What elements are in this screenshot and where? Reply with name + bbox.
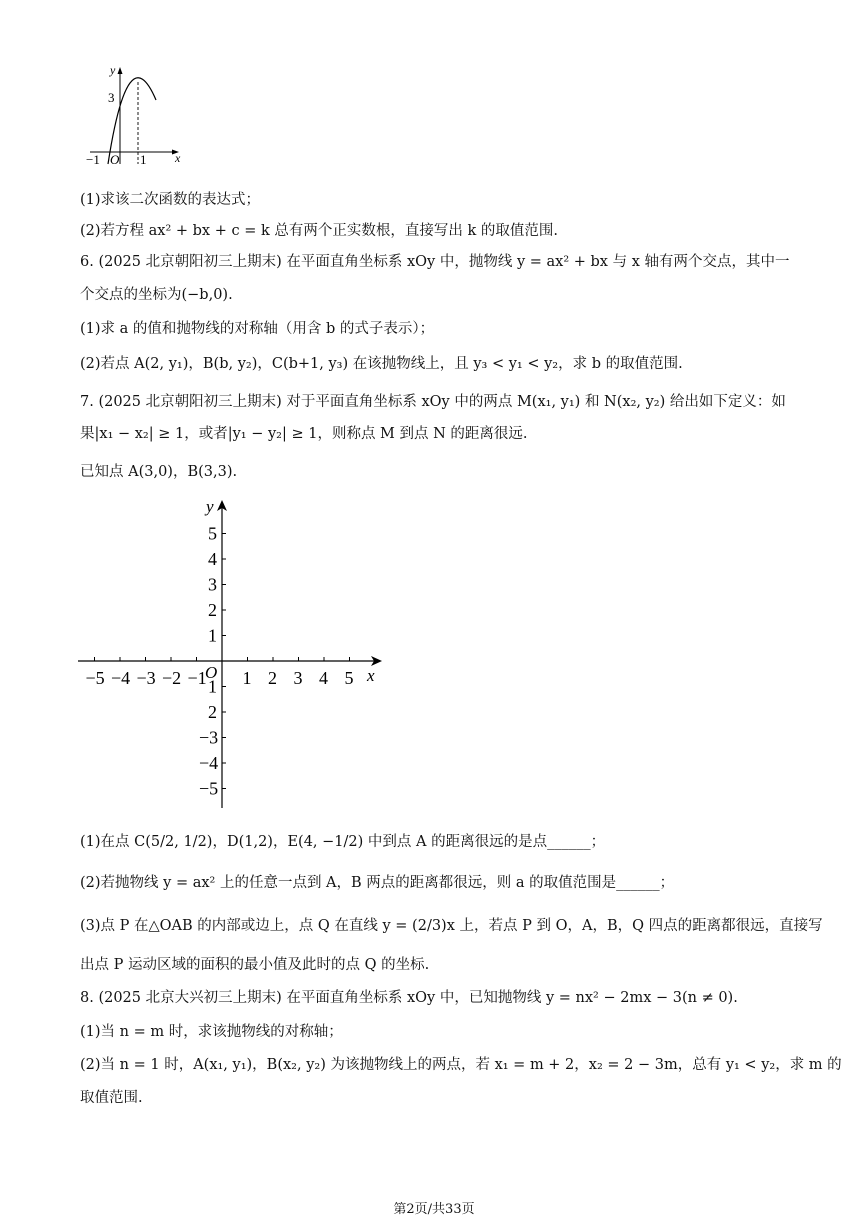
q8-part2-line2: 取值范围.	[80, 1090, 143, 1106]
page-footer: 第2页/共33页	[393, 1202, 475, 1217]
grid-y-tick-label: 3	[208, 574, 217, 595]
q5-part2: (2)若方程 ax² + bx + c = k 总有两个正实数根，直接写出 k 的取值范围.	[80, 223, 558, 239]
grid-x-label: x	[367, 666, 375, 685]
q7-part3-line1: (3)点 P 在△OAB 的内部或边上，点 Q 在直线 y = (2/3)x 上，若点 P 到 O，A，B，Q 四点的距离都很远，直接写	[80, 918, 823, 934]
q7-part1: (1)在点 C(5/2, 1/2)，D(1,2)，E(4, −1/2) 中到点 A 的距离很远的是点______；	[80, 834, 606, 850]
grid-y-tick-label: 1	[208, 676, 217, 697]
grid-x-tick-label: 3	[293, 668, 303, 688]
q6-part1: (1)求 a 的值和抛物线的对称轴（用含 b 的式子表示）；	[80, 321, 435, 337]
fig1-x-label: x	[175, 151, 181, 165]
q6-stem-line2: 个交点的坐标为(−b,0).	[80, 287, 233, 303]
q5-part1: (1)求该二次函数的表达式；	[80, 192, 261, 208]
q8-stem: 8. (2025 北京大兴初三上期末) 在平面直角坐标系 xOy 中，已知抛物线 y = nx² − 2mx − 3(n ≠ 0).	[80, 990, 738, 1006]
fig1-tick-1: 1	[140, 152, 147, 167]
grid-x-tick-label: 5	[344, 668, 354, 688]
q7-known-points: 已知点 A(3,0)，B(3,3).	[80, 464, 238, 480]
grid-origin: O	[205, 663, 218, 682]
grid-x-tick-label: −1	[187, 668, 207, 688]
fig1-origin: O	[110, 152, 120, 167]
grid-y-tick-label: −5	[199, 778, 219, 799]
fig1-tick-3: 3	[108, 90, 115, 105]
fig1-y-arrow	[118, 67, 123, 74]
parabola-sketch-figure	[80, 64, 190, 174]
grid-y-tick-label: 1	[208, 625, 217, 646]
grid-x-tick-label: 2	[268, 668, 277, 688]
q8-part1: (1)当 n = m 时，求该抛物线的对称轴；	[80, 1024, 343, 1040]
q6-part2: (2)若点 A(2, y₁)，B(b, y₂)，C(b+1, y₃) 在该抛物线上，且 y₃ < y₁ < y₂，求 b 的取值范围.	[80, 356, 683, 372]
grid-x-tick-label: −5	[85, 668, 105, 688]
grid-y-tick-label: −3	[199, 727, 219, 748]
grid-x-tick-label: −4	[111, 668, 131, 688]
q6-stem-line1: 6. (2025 北京朝阳初三上期末) 在平面直角坐标系 xOy 中，抛物线 y = ax² + bx 与 x 轴有两个交点，其中一	[80, 254, 790, 270]
grid-x-tick-label: −3	[136, 668, 156, 688]
q8-part2-line1: (2)当 n = 1 时，A(x₁, y₁)，B(x₂, y₂) 为该抛物线上的两点，若 x₁ = m + 2，x₂ = 2 − 3m，总有 y₁ < y₂，求 m 的	[80, 1057, 842, 1073]
grid-y-tick-label: 5	[208, 523, 217, 544]
grid-y-tick-label: 2	[208, 702, 217, 722]
grid-y-label: y	[206, 497, 214, 516]
q7-part3-line2: 出点 P 运动区域的面积的最小值及此时的点 Q 的坐标.	[80, 957, 430, 973]
grid-x-tick-label: 4	[319, 668, 328, 688]
grid-y-tick-label: 4	[208, 549, 217, 569]
grid-y-tick-label: 2	[208, 600, 217, 620]
coordinate-grid-figure	[72, 496, 392, 816]
grid-y-tick-label: −4	[199, 753, 219, 773]
fig1-tick-neg1: −1	[86, 152, 100, 167]
grid-x-tick-label: −2	[162, 668, 182, 688]
grid-x-tick-label: 1	[242, 668, 252, 688]
fig1-y-label: y	[110, 64, 116, 77]
q7-stem-line1: 7. (2025 北京朝阳初三上期末) 对于平面直角坐标系 xOy 中的两点 M(x₁, y₁) 和 N(x₂, y₂) 给出如下定义：如	[80, 394, 786, 410]
q7-stem-line2: 果|x₁ − x₂| ≥ 1，或者|y₁ − y₂| ≥ 1，则称点 M 到点 N 的距离很远.	[80, 426, 528, 442]
q7-part2: (2)若抛物线 y = ax² 上的任意一点到 A，B 两点的距离都很远，则 a 的取值范围是______；	[80, 875, 675, 891]
